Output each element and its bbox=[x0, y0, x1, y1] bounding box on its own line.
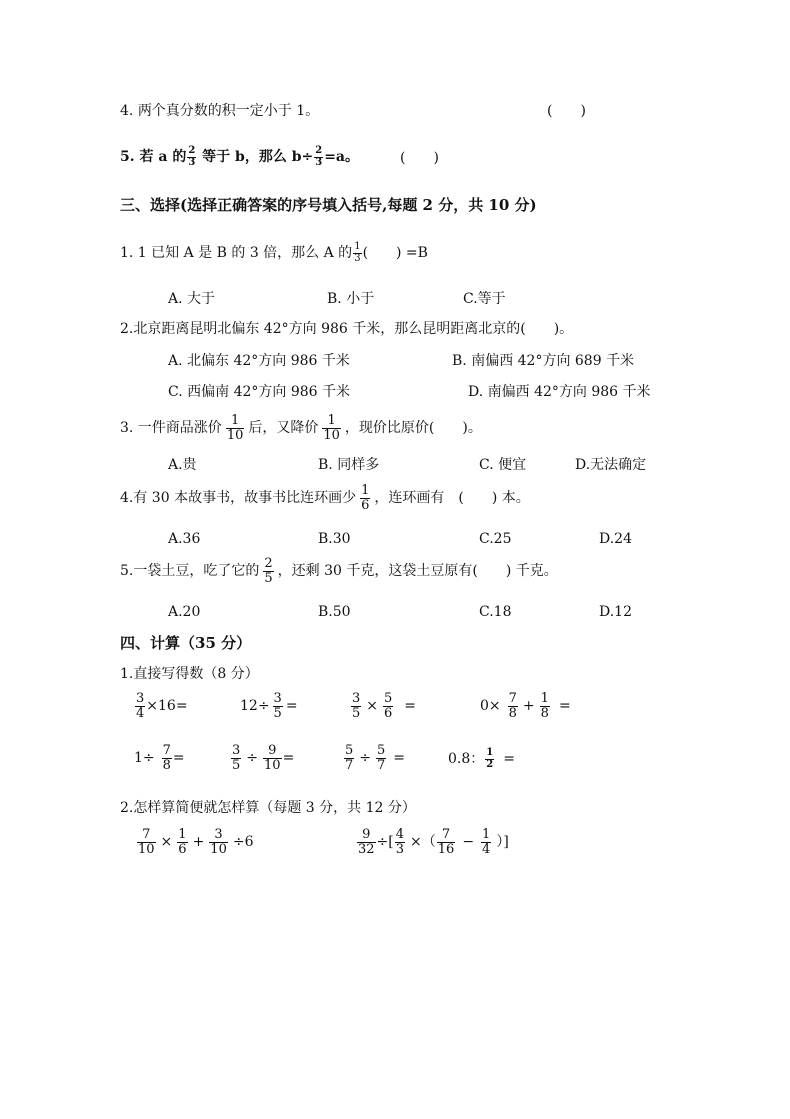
option: A. 大于 bbox=[168, 291, 216, 307]
subsection-title: 2.怎样算简便就怎样算（每题 3 分，共 12 分） bbox=[120, 800, 416, 816]
option: B.50 bbox=[318, 604, 351, 620]
option: B. 南偏西 42°方向 689 千米 bbox=[452, 353, 635, 369]
option: C. 便宜 bbox=[479, 457, 527, 473]
question-text: 3. 一件商品涨价 bbox=[120, 420, 222, 437]
fraction: $\frac{7}{8}$ bbox=[508, 691, 517, 721]
subsection-title: 1.直接写得数（8 分） bbox=[120, 666, 259, 682]
option: A.20 bbox=[168, 604, 201, 620]
fraction: $\frac{1}{6}$ bbox=[178, 827, 187, 857]
option: A.贵 bbox=[168, 457, 197, 473]
judge-question-5 bbox=[120, 146, 359, 168]
fraction: $\frac{5}{7}$ bbox=[377, 743, 386, 773]
answer-paren: ( ) bbox=[400, 150, 439, 166]
option: C.等于 bbox=[463, 291, 506, 307]
option: A.36 bbox=[168, 531, 201, 547]
option: C. 西偏南 42°方向 986 千米 bbox=[168, 384, 350, 400]
choice-question-1 bbox=[120, 242, 428, 264]
option: C.25 bbox=[479, 531, 512, 547]
option: D. 南偏西 42°方向 986 千米 bbox=[468, 384, 651, 400]
question-text: ，连环画有 ( ) 本。 bbox=[374, 490, 530, 507]
fraction: $\frac{7}{16}$ bbox=[437, 827, 455, 857]
choice-question-2: 2.北京距离昆明北偏东 42°方向 986 千米，那么昆明距离北京的( )。 bbox=[120, 321, 574, 337]
choice-question-4 bbox=[120, 484, 530, 512]
option: D.12 bbox=[599, 604, 632, 620]
fraction: $\frac{3}{4}$ bbox=[136, 691, 145, 721]
option: B.30 bbox=[318, 531, 351, 547]
fraction: $\frac{9}{10}$ bbox=[264, 743, 281, 773]
choice-question-3 bbox=[120, 414, 482, 442]
expression: $\frac{9}{32}$ ÷[ $\frac{4}{3}$ ×（ $\frac{7}{16}$ − $\frac{1}{4}$ ）] bbox=[358, 827, 509, 857]
question-text: 等于 b，那么 b÷ bbox=[197, 149, 314, 165]
question-number: 4. bbox=[120, 103, 134, 119]
question-text: 后，又降价 bbox=[248, 420, 319, 437]
fraction: $\frac{1}{4}$ bbox=[482, 827, 491, 857]
fraction: $\frac{7}{8}$ bbox=[162, 743, 171, 773]
section-title-choice: 三、选择(选择正确答案的序号填入括号,每题 2 分，共 10 分) bbox=[120, 196, 537, 214]
fraction: $\frac{3}{5}$ bbox=[232, 743, 241, 773]
question-text: 1. 1 已知 A 是 B 的 3 倍，那么 A 的 bbox=[120, 245, 353, 261]
question-text: 若 a 的 bbox=[139, 149, 187, 165]
expression: $\frac{7}{10}$ × $\frac{1}{6}$ + $\frac{3}{10}$ ÷6 bbox=[138, 827, 254, 857]
expression: 0× $\frac{7}{8}$ + $\frac{1}{8}$ = bbox=[480, 691, 571, 721]
fraction: $\frac{1}{6}$ bbox=[361, 483, 370, 513]
judge-question-4 bbox=[120, 104, 319, 118]
expression: $\frac{3}{4}$ ×16= bbox=[136, 691, 188, 721]
fraction: $\frac{1}{8}$ bbox=[540, 691, 549, 721]
expression: $\frac{3}{5}$ × $\frac{5}{6}$ = bbox=[352, 691, 417, 721]
fraction: $\frac{3}{5}$ bbox=[273, 691, 282, 721]
question-text: 5.一袋土豆，吃了它的 bbox=[120, 563, 260, 580]
option: D.无法确定 bbox=[575, 457, 647, 473]
fraction: $\frac{2}{5}$ bbox=[264, 556, 273, 586]
option: D.24 bbox=[599, 531, 632, 547]
fraction: $\frac{5}{6}$ bbox=[384, 691, 393, 721]
fraction: $\frac{2}{3}$ bbox=[188, 145, 196, 168]
fraction: $\frac{2}{3}$ bbox=[315, 145, 323, 168]
fraction: $\frac{9}{32}$ bbox=[358, 827, 375, 857]
fraction: $\frac{7}{10}$ bbox=[138, 827, 155, 857]
fraction: $\frac{1}{10}$ bbox=[226, 413, 244, 443]
fraction: $\frac{1}{3}$ bbox=[354, 241, 361, 264]
option: B. 同样多 bbox=[318, 457, 380, 473]
question-number: 5. bbox=[120, 149, 135, 165]
expression: 0.8： $\frac{1}{2}$ = bbox=[448, 747, 515, 770]
question-text: 4.有 30 本故事书，故事书比连环画少 bbox=[120, 490, 357, 507]
section-title-calculation: 四、计算（35 分） bbox=[120, 634, 252, 652]
choice-question-5 bbox=[120, 557, 558, 585]
question-text: ，还剩 30 千克，这袋土豆原有( ) 千克。 bbox=[277, 563, 558, 580]
fraction: $\frac{1}{10}$ bbox=[323, 413, 340, 443]
fraction: $\frac{3}{5}$ bbox=[352, 691, 361, 721]
expression: $\frac{3}{5}$ ÷ $\frac{9}{10}$ = bbox=[232, 743, 295, 773]
question-text: =a。 bbox=[324, 149, 360, 165]
expression: 12÷ $\frac{3}{5}$ = bbox=[240, 691, 298, 721]
expression: $\frac{5}{7}$ ÷ $\frac{5}{7}$ = bbox=[345, 743, 406, 773]
option: A. 北偏东 42°方向 986 千米 bbox=[168, 353, 350, 369]
fraction: $\frac{5}{7}$ bbox=[345, 743, 354, 773]
fraction: $\frac{3}{10}$ bbox=[210, 827, 227, 857]
fraction: $\frac{4}{3}$ bbox=[395, 827, 405, 857]
question-text: ( ) =B bbox=[362, 245, 428, 261]
question-text: 两个真分数的积一定小于 1。 bbox=[137, 103, 320, 119]
answer-paren: ( ) bbox=[547, 103, 586, 119]
expression: 1÷ $\frac{7}{8}$ = bbox=[134, 743, 185, 773]
question-text: ，现价比原价( )。 bbox=[344, 420, 482, 437]
option: B. 小于 bbox=[327, 291, 375, 307]
option: C.18 bbox=[479, 604, 512, 620]
fraction: $\frac{1}{2}$ bbox=[486, 747, 494, 770]
